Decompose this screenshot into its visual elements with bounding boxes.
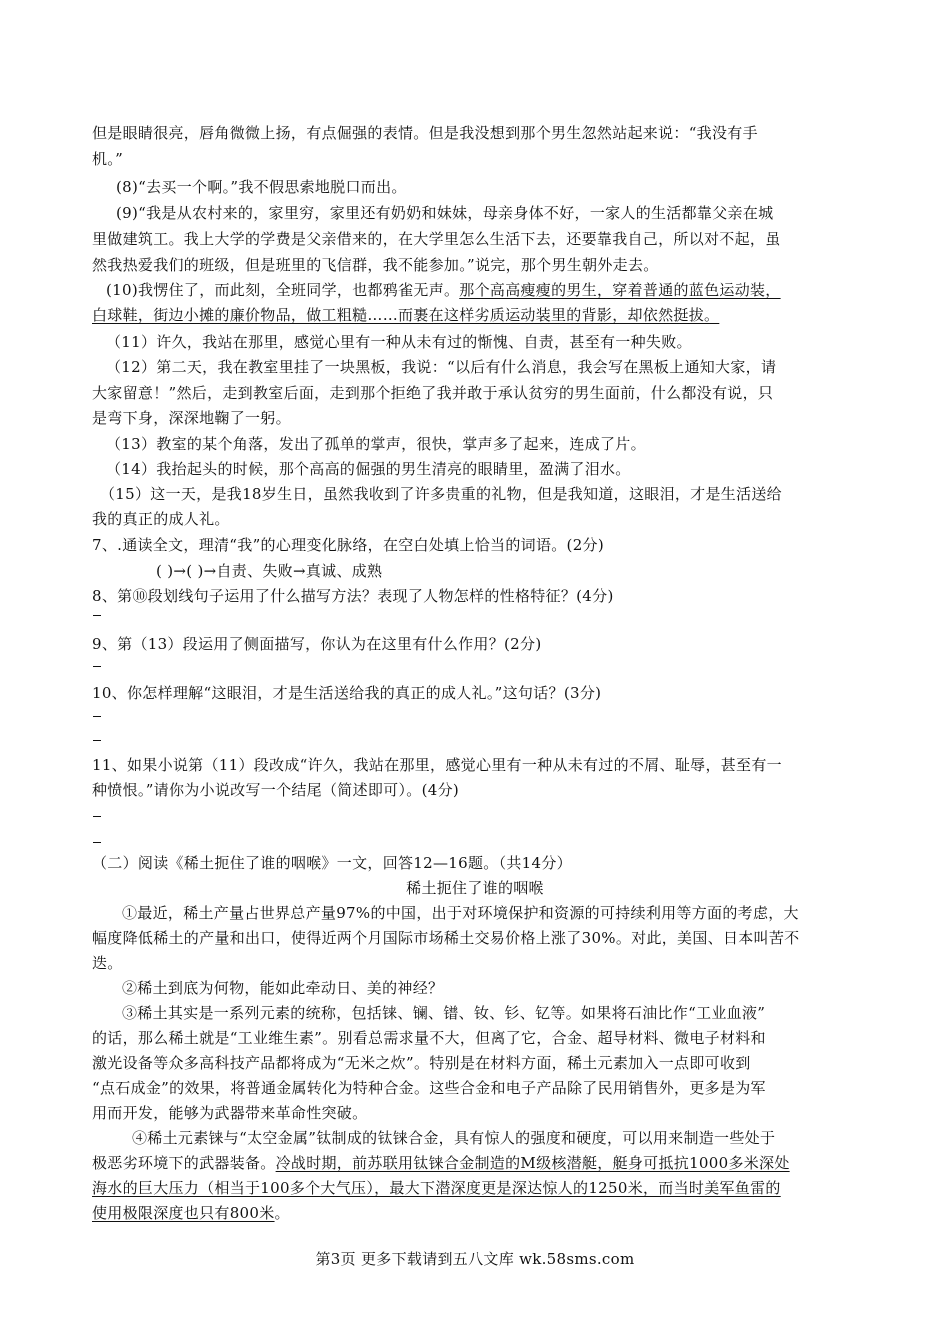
paragraph-11: （11）许久，我站在那里，感觉心里有一种从未有过的惭愧、自责，甚至有一种失败。 <box>106 333 692 351</box>
article-paragraph-4-line: ④稀土元素铼与“太空金属”钛制成的钛铼合金，具有惊人的强度和硬度，可以用来制造一些处于 <box>132 1129 776 1147</box>
paragraph-8: (8)“去买一个啊。”我不假思索地脱口而出。 <box>116 178 407 196</box>
underlined-sentence: 冷战时期，前苏联用钛铼合金制造的M级核潜艇，艇身可抵抗1000多米深处 <box>275 1154 790 1172</box>
page-footer: 第3页 更多下载请到五八文库 wk.58sms.com <box>315 1250 635 1268</box>
article-paragraph-1-line: 幅度降低稀土的产量和出口，使得近两个月国际市场稀土交易价格上涨了30%。对此，美国、日本叫苦不 <box>92 929 800 947</box>
paragraph-14: （14）我抬起头的时候，那个高高的倔强的男生清亮的眼睛里，盈满了泪水。 <box>106 460 631 478</box>
answer-line <box>93 816 101 817</box>
underlined-sentence: 白球鞋，街边小摊的廉价物品，做工粗糙……而裹在这样劣质运动装里的背影，却依然挺拔。 <box>92 306 720 324</box>
question-11-line: 种愤恨。”请你为小说改写一个结尾（简述即可）。(4分) <box>92 781 460 799</box>
paragraph-15-line: 我的真正的成人礼。 <box>92 510 230 528</box>
article-paragraph-4-line <box>92 1203 290 1223</box>
answer-line <box>93 716 101 717</box>
article-paragraph-1-line: ①最近，稀土产量占世界总产量97%的中国，出于对环境保护和资源的可持续利用等方面的考虑，大 <box>122 904 799 922</box>
answer-line <box>93 842 101 843</box>
article-paragraph-3-line: “点石成金”的效果，将普通金属转化为特种合金。这些合金和电子产品除了民用销售外，更多是为军 <box>92 1079 766 1097</box>
paragraph-12-line: 是弯下身，深深地鞠了一躬。 <box>92 409 291 427</box>
article-paragraph-3-line: ③稀土其实是一系列元素的统称，包括铼、镧、镨、钕、钐、钇等。如果将石油比作“工业血液” <box>122 1004 766 1022</box>
article-paragraph-4-text: 极恶劣环境下的武器装备。 <box>92 1154 276 1172</box>
article-title: 稀土扼住了谁的咽喉 <box>406 879 544 897</box>
paragraph-12-line: 大家留意！”然后，走到教室后面，走到那个拒绝了我并敢于承认贫穷的男生面前，什么都没有说，只 <box>92 384 774 402</box>
question-9: 9、第（13）段运用了侧面描写，你认为在这里有什么作用？(2分) <box>92 635 542 653</box>
paragraph-7-line: 但是眼睛很亮，唇角微微上扬，有点倔强的表情。但是我没想到那个男生忽然站起来说：“我没有手 <box>92 124 758 142</box>
article-paragraph-3-line: 用而开发，能够为武器带来革命性突破。 <box>92 1104 368 1122</box>
paragraph-9-line: (9)“我是从农村来的，家里穷，家里还有奶奶和妹妹，母亲身体不好，一家人的生活都靠父亲在城 <box>116 204 774 222</box>
underlined-sentence: 那个高高瘦瘦的男生，穿着普通的蓝色运动装， <box>459 281 781 299</box>
article-paragraph-3-line: 的话，那么稀土就是“工业维生素”。别看总需求量不大，但离了它，合金、超导材料、微电子材料和 <box>92 1029 766 1047</box>
question-8: 8、第⑩段划线句子运用了什么描写方法？表现了人物怎样的性格特征？(4分) <box>92 587 614 605</box>
article-paragraph-3-line: 激光设备等众多高科技产品都将成为“无米之炊”。特别是在材料方面，稀土元素加入一点即可收到 <box>92 1054 751 1072</box>
question-7-blanks: ( )→( )→自责、失败→真诚、成熟 <box>156 562 383 580</box>
paragraph-10-line <box>106 280 781 300</box>
underlined-sentence: 海水的巨大压力（相当于100多个大气压），最大下潜深度更是深达惊人的1250米，而当时美军鱼雷的 <box>92 1179 781 1197</box>
answer-line <box>93 666 101 667</box>
paragraph-12-line: （12）第二天，我在教室里挂了一块黑板，我说：“以后有什么消息，我会写在黑板上通知大家，请 <box>106 358 777 376</box>
section-2-heading: （二）阅读《稀土扼住了谁的咽喉》一文，回答12—16题。（共14分） <box>92 854 572 872</box>
article-paragraph-2: ②稀土到底为何物，能如此牵动日、美的神经？ <box>122 979 444 997</box>
paragraph-7-line: 机。” <box>92 150 124 168</box>
article-paragraph-1-line: 迭。 <box>92 954 123 972</box>
answer-line <box>93 740 101 741</box>
question-11-line: 11、如果小说第（11）段改成“许久，我站在那里，感觉心里有一种从未有过的不屑、耻辱，甚至有一 <box>92 756 782 774</box>
question-10: 10、你怎样理解“这眼泪，才是生活送给我的真正的成人礼。”这句话？(3分) <box>92 684 602 702</box>
paragraph-13: （13）教室的某个角落，发出了孤单的掌声，很快，掌声多了起来，连成了片。 <box>106 435 646 453</box>
paragraph-10-text: (10)我愣住了，而此刻，全班同学，也都鸦雀无声。 <box>106 281 460 299</box>
paragraph-9-line: 里做建筑工。我上大学的学费是父亲借来的，在大学里怎么生活下去，还要靠我自己，所以对不起，虽 <box>92 230 781 248</box>
paragraph-9-line: 然我热爱我们的班级，但是班里的飞信群，我不能参加。”说完，那个男生朝外走去。 <box>92 256 659 274</box>
question-7: 7、.通读全文，理清“我”的心理变化脉络，在空白处填上恰当的词语。(2分) <box>92 536 604 554</box>
sentence-end: 。 <box>274 1204 290 1222</box>
paragraph-15-line: （15）这一天，是我18岁生日，虽然我收到了许多贵重的礼物，但是我知道，这眼泪，才是生活送给 <box>100 485 782 503</box>
underlined-sentence: 使用极限深度也只有800米 <box>92 1204 275 1222</box>
article-paragraph-4-line <box>92 1153 790 1173</box>
answer-line <box>93 615 101 616</box>
